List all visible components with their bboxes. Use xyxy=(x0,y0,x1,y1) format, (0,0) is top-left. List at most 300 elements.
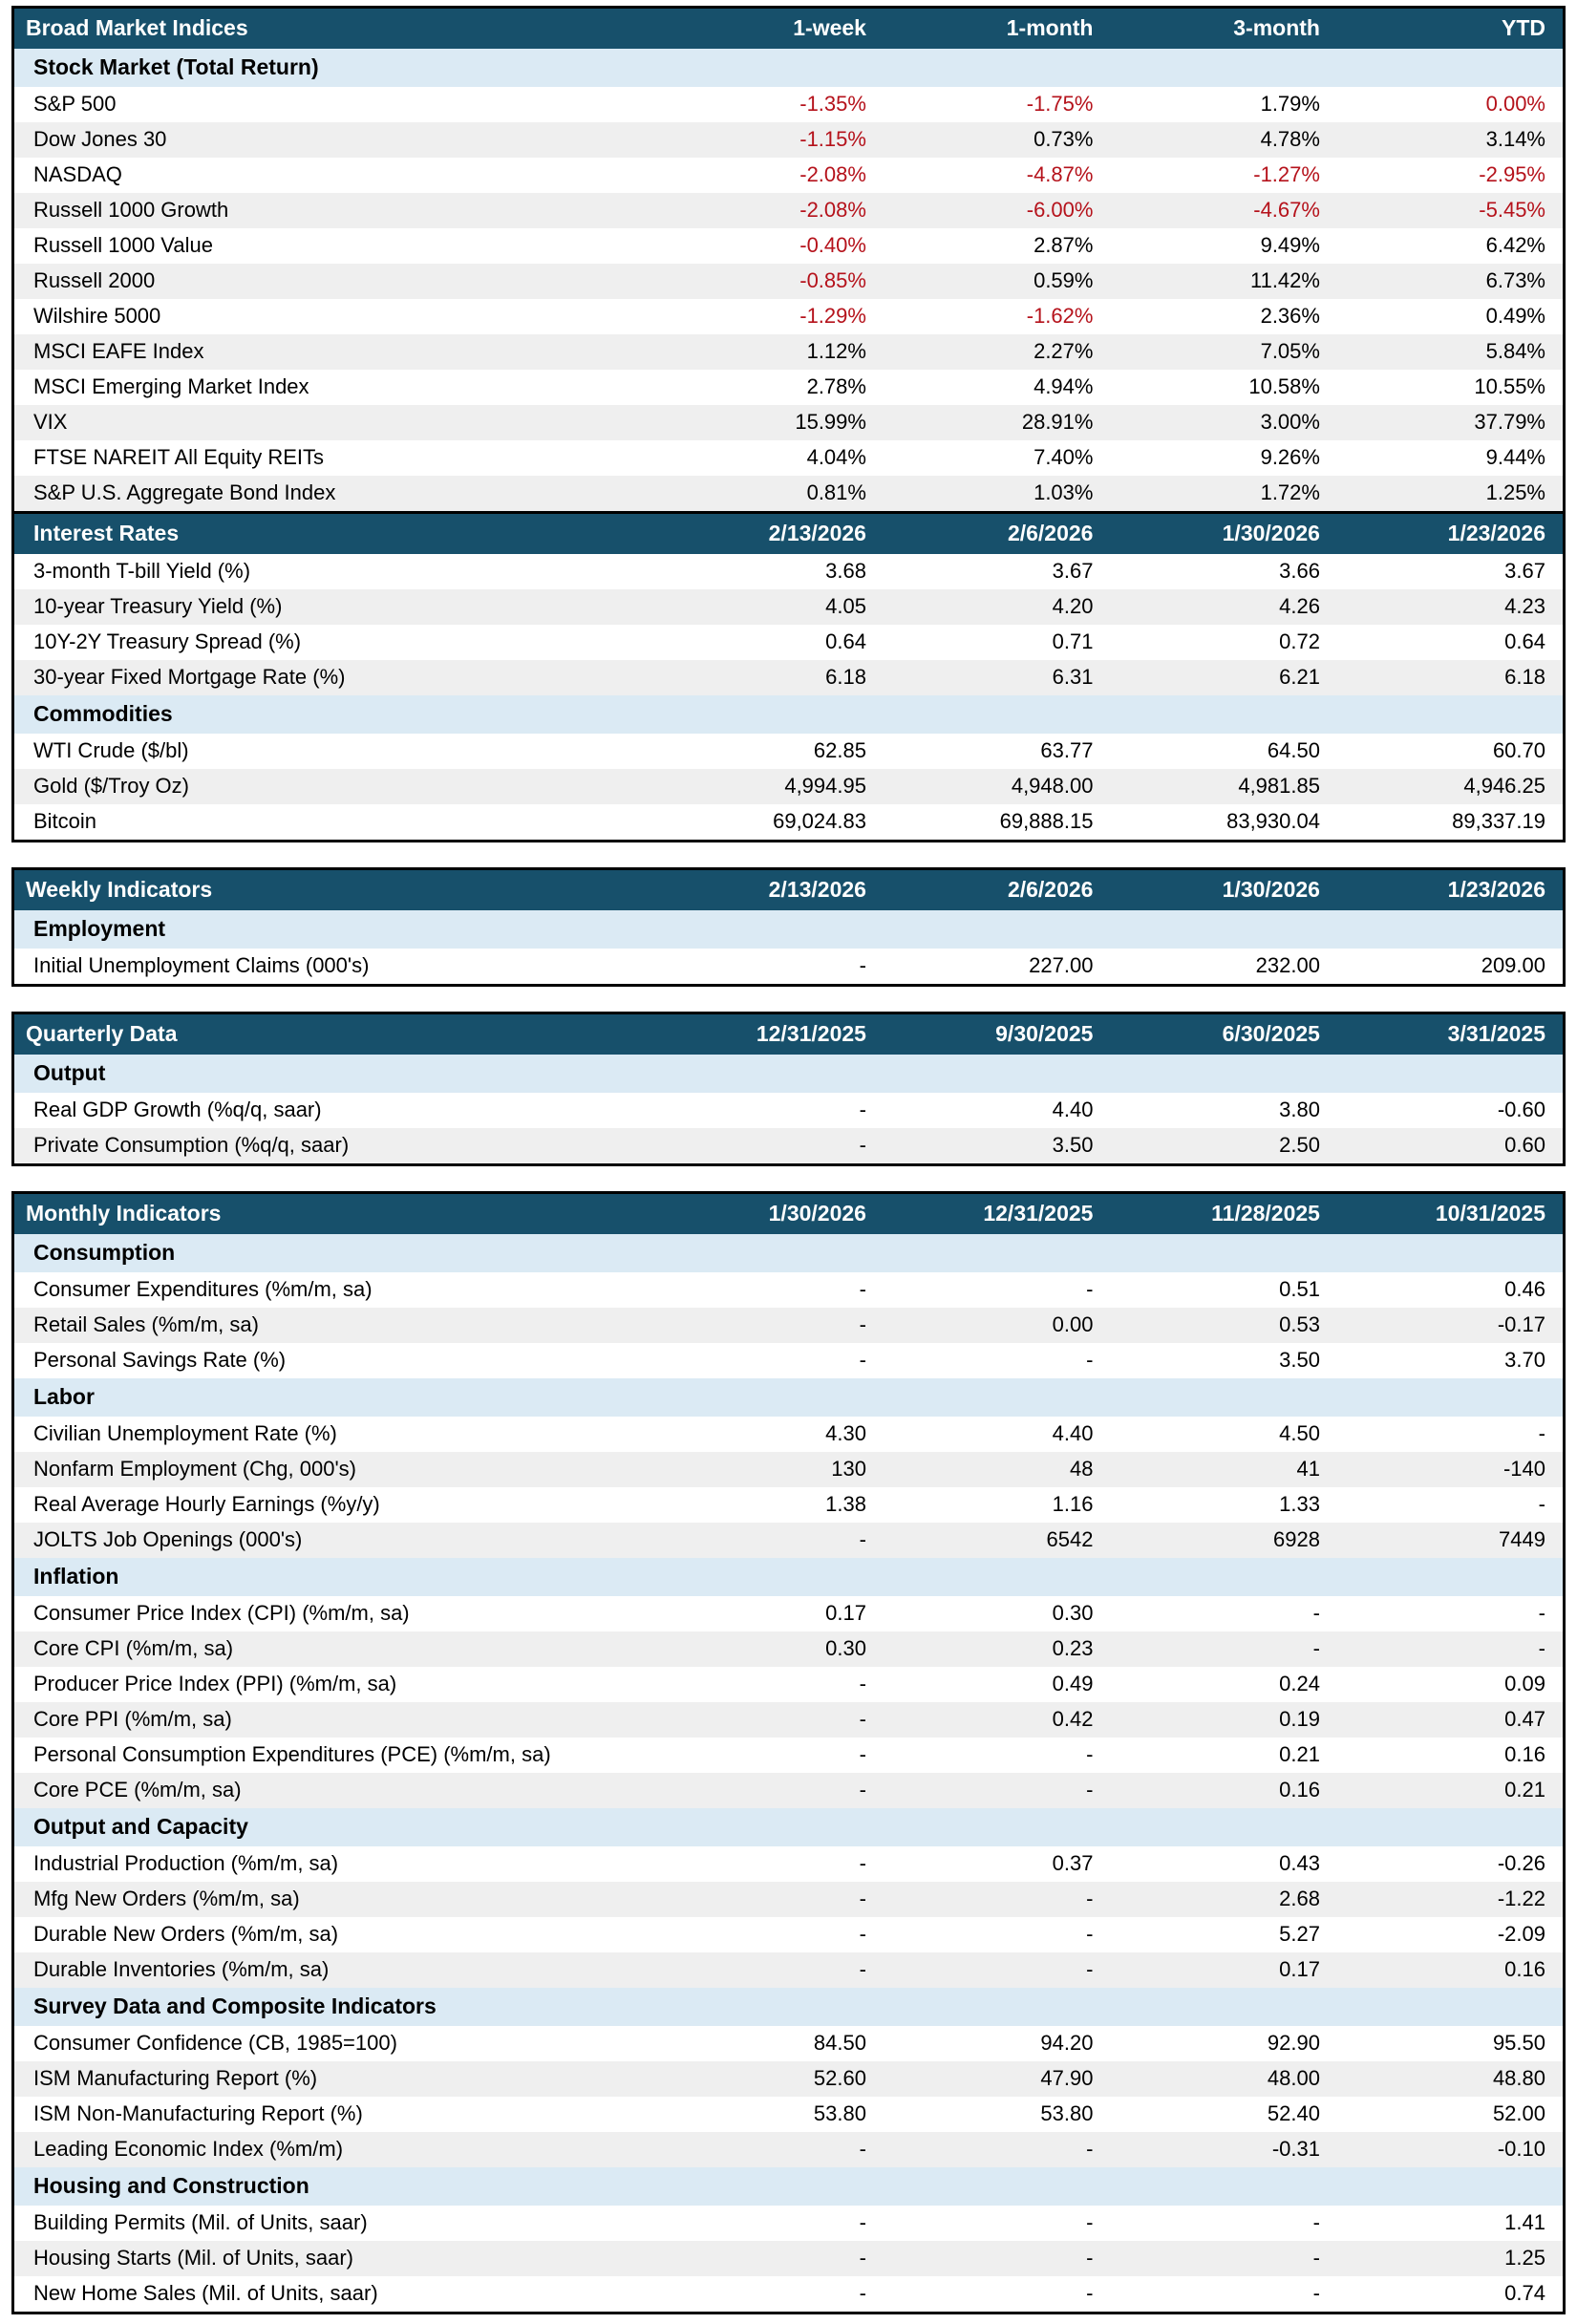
row-value-2: 28.91% xyxy=(884,405,1111,440)
row-value-3: 3.66 xyxy=(1110,554,1337,589)
row-value-3: 2.50 xyxy=(1110,1128,1337,1165)
column-header-1: 12/31/2025 xyxy=(656,1013,884,1055)
row-value-3: -4.67% xyxy=(1110,193,1337,228)
row-value-3: 6928 xyxy=(1110,1523,1337,1558)
row-value-3: 0.17 xyxy=(1110,1952,1337,1988)
row-value-3: 1.79% xyxy=(1110,87,1337,122)
row-value-4: 0.47 xyxy=(1337,1702,1565,1738)
row-label: JOLTS Job Openings (000's) xyxy=(13,1523,657,1558)
section-label: Inflation xyxy=(13,1558,657,1596)
row-value-3: 83,930.04 xyxy=(1110,804,1337,842)
table-row xyxy=(13,589,1565,625)
row-value-1: 6.18 xyxy=(656,660,884,695)
row-value-3: 0.21 xyxy=(1110,1738,1337,1773)
row-label: VIX xyxy=(13,405,657,440)
row-value-2: 0.59% xyxy=(884,264,1111,299)
section-spacer xyxy=(884,695,1111,734)
row-value-1: 4.05 xyxy=(656,589,884,625)
row-value-3: 3.50 xyxy=(1110,1343,1337,1378)
row-value-4: - xyxy=(1337,1417,1565,1452)
row-value-1: - xyxy=(656,1773,884,1808)
row-label: ISM Non-Manufacturing Report (%) xyxy=(13,2097,657,2132)
row-label: Core CPI (%m/m, sa) xyxy=(13,1631,657,1667)
row-label: Russell 1000 Value xyxy=(13,228,657,264)
row-value-3: 64.50 xyxy=(1110,734,1337,769)
row-value-1: 15.99% xyxy=(656,405,884,440)
row-value-1: 0.17 xyxy=(656,1596,884,1631)
column-header-2: 12/31/2025 xyxy=(884,1193,1111,1235)
subsection-column-header-2: 2/6/2026 xyxy=(884,514,1111,554)
row-value-3: 10.58% xyxy=(1110,370,1337,405)
row-value-4: 6.42% xyxy=(1337,228,1565,264)
table-row xyxy=(13,1272,1565,1308)
row-value-3: 0.19 xyxy=(1110,1702,1337,1738)
row-value-3: 52.40 xyxy=(1110,2097,1337,2132)
row-label: Consumer Confidence (CB, 1985=100) xyxy=(13,2026,657,2061)
section-spacer xyxy=(1337,1808,1565,1846)
row-label: Industrial Production (%m/m, sa) xyxy=(13,1846,657,1882)
table-row xyxy=(13,2132,1565,2167)
row-value-4: 0.16 xyxy=(1337,1952,1565,1988)
row-value-4: -0.26 xyxy=(1337,1846,1565,1882)
row-value-2: - xyxy=(884,1343,1111,1378)
row-value-1: -2.08% xyxy=(656,158,884,193)
row-label: 10Y-2Y Treasury Spread (%) xyxy=(13,625,657,660)
table-row xyxy=(13,1882,1565,1917)
column-header-2: 2/6/2026 xyxy=(884,869,1111,911)
section-row xyxy=(13,1988,1565,2026)
table-row xyxy=(13,1596,1565,1631)
row-value-1: - xyxy=(656,2132,884,2167)
table-row xyxy=(13,1846,1565,1882)
table-row xyxy=(13,1738,1565,1773)
column-header-1: 1/30/2026 xyxy=(656,1193,884,1235)
row-value-2: 0.37 xyxy=(884,1846,1111,1882)
section-row xyxy=(13,910,1565,949)
table-row xyxy=(13,2061,1565,2097)
row-value-2: 0.71 xyxy=(884,625,1111,660)
row-value-3: 232.00 xyxy=(1110,949,1337,986)
row-value-1: 1.38 xyxy=(656,1487,884,1523)
section-spacer xyxy=(1337,1055,1565,1093)
row-value-3: 4.78% xyxy=(1110,122,1337,158)
table-title: Monthly Indicators xyxy=(13,1193,657,1235)
row-label: Wilshire 5000 xyxy=(13,299,657,334)
row-value-3: 3.00% xyxy=(1110,405,1337,440)
row-value-2: -4.87% xyxy=(884,158,1111,193)
section-spacer xyxy=(884,1055,1111,1093)
row-value-4: 37.79% xyxy=(1337,405,1565,440)
row-value-2: 69,888.15 xyxy=(884,804,1111,842)
row-value-3: 4.26 xyxy=(1110,589,1337,625)
section-spacer xyxy=(1337,2167,1565,2206)
row-value-1: - xyxy=(656,2206,884,2241)
section-label: Output and Capacity xyxy=(13,1808,657,1846)
row-value-3: 5.27 xyxy=(1110,1917,1337,1952)
row-value-2: - xyxy=(884,1272,1111,1308)
row-value-1: - xyxy=(656,1128,884,1165)
row-value-2: 6.31 xyxy=(884,660,1111,695)
row-value-1: - xyxy=(656,1667,884,1702)
row-label: Gold ($/Troy Oz) xyxy=(13,769,657,804)
row-value-1: 0.64 xyxy=(656,625,884,660)
section-spacer xyxy=(656,2167,884,2206)
row-value-4: 60.70 xyxy=(1337,734,1565,769)
section-row xyxy=(13,1234,1565,1272)
section-spacer xyxy=(656,1558,884,1596)
section-row xyxy=(13,1808,1565,1846)
section-spacer xyxy=(884,1558,1111,1596)
row-label: Consumer Expenditures (%m/m, sa) xyxy=(13,1272,657,1308)
subsection-header-row xyxy=(13,514,1565,554)
table-row xyxy=(13,660,1565,695)
row-value-4: 5.84% xyxy=(1337,334,1565,370)
row-value-2: 63.77 xyxy=(884,734,1111,769)
row-label: 10-year Treasury Yield (%) xyxy=(13,589,657,625)
row-label: 3-month T-bill Yield (%) xyxy=(13,554,657,589)
section-spacer xyxy=(1110,49,1337,87)
section-spacer xyxy=(1337,1988,1565,2026)
row-value-4: 89,337.19 xyxy=(1337,804,1565,842)
row-label: Dow Jones 30 xyxy=(13,122,657,158)
row-value-3: 4,981.85 xyxy=(1110,769,1337,804)
table-header-row xyxy=(13,1193,1565,1235)
subsection-column-header-4: 1/23/2026 xyxy=(1337,514,1565,554)
row-value-4: 95.50 xyxy=(1337,2026,1565,2061)
section-spacer xyxy=(1337,910,1565,949)
row-value-4: 10.55% xyxy=(1337,370,1565,405)
table-row xyxy=(13,1343,1565,1378)
row-label: Nonfarm Employment (Chg, 000's) xyxy=(13,1452,657,1487)
row-value-1: -1.35% xyxy=(656,87,884,122)
table-row xyxy=(13,476,1565,513)
row-value-3: -1.27% xyxy=(1110,158,1337,193)
table-header-row xyxy=(13,8,1565,50)
row-value-4: 4.23 xyxy=(1337,589,1565,625)
row-label: Housing Starts (Mil. of Units, saar) xyxy=(13,2241,657,2276)
table-row xyxy=(13,1093,1565,1128)
section-spacer xyxy=(656,1808,884,1846)
row-value-3: 1.33 xyxy=(1110,1487,1337,1523)
row-value-4: 3.14% xyxy=(1337,122,1565,158)
row-value-2: 3.50 xyxy=(884,1128,1111,1165)
section-spacer xyxy=(656,1055,884,1093)
row-value-3: 9.49% xyxy=(1110,228,1337,264)
row-value-1: 2.78% xyxy=(656,370,884,405)
row-value-4: 1.25 xyxy=(1337,2241,1565,2276)
row-value-1: - xyxy=(656,2241,884,2276)
table-title: Weekly Indicators xyxy=(13,869,657,911)
column-header-3: 6/30/2025 xyxy=(1110,1013,1337,1055)
row-value-3: 48.00 xyxy=(1110,2061,1337,2097)
section-spacer xyxy=(1110,1378,1337,1417)
row-value-2: - xyxy=(884,2132,1111,2167)
row-label: Core PPI (%m/m, sa) xyxy=(13,1702,657,1738)
column-header-4: 3/31/2025 xyxy=(1337,1013,1565,1055)
section-label: Housing and Construction xyxy=(13,2167,657,2206)
subsection-column-header-3: 1/30/2026 xyxy=(1110,514,1337,554)
column-header-3: 11/28/2025 xyxy=(1110,1193,1337,1235)
row-value-3: 1.72% xyxy=(1110,476,1337,513)
row-value-3: 2.68 xyxy=(1110,1882,1337,1917)
row-label: S&P 500 xyxy=(13,87,657,122)
row-value-1: - xyxy=(656,1523,884,1558)
section-spacer xyxy=(884,49,1111,87)
table-row xyxy=(13,1667,1565,1702)
row-label: 30-year Fixed Mortgage Rate (%) xyxy=(13,660,657,695)
row-value-3: 92.90 xyxy=(1110,2026,1337,2061)
row-value-2: 47.90 xyxy=(884,2061,1111,2097)
row-value-4: 4,946.25 xyxy=(1337,769,1565,804)
row-value-2: 0.49 xyxy=(884,1667,1111,1702)
table-header-row xyxy=(13,869,1565,911)
section-spacer xyxy=(1337,49,1565,87)
row-value-3: -0.31 xyxy=(1110,2132,1337,2167)
row-label: Durable Inventories (%m/m, sa) xyxy=(13,1952,657,1988)
row-value-1: - xyxy=(656,1917,884,1952)
row-value-2: 2.87% xyxy=(884,228,1111,264)
table-quarterly-data xyxy=(11,1012,1566,1166)
row-value-1: -2.08% xyxy=(656,193,884,228)
row-value-2: -1.62% xyxy=(884,299,1111,334)
row-value-2: - xyxy=(884,2241,1111,2276)
row-label: Private Consumption (%q/q, saar) xyxy=(13,1128,657,1165)
row-value-2: 0.73% xyxy=(884,122,1111,158)
table-broad-market-indices xyxy=(11,6,1566,842)
row-value-4: 48.80 xyxy=(1337,2061,1565,2097)
row-label: Russell 2000 xyxy=(13,264,657,299)
row-value-4: -140 xyxy=(1337,1452,1565,1487)
row-value-4: 0.00% xyxy=(1337,87,1565,122)
section-spacer xyxy=(656,49,884,87)
row-label: Bitcoin xyxy=(13,804,657,842)
table-weekly-indicators xyxy=(11,867,1566,987)
table-row xyxy=(13,1487,1565,1523)
row-value-2: 3.67 xyxy=(884,554,1111,589)
row-value-4: -0.17 xyxy=(1337,1308,1565,1343)
row-value-1: - xyxy=(656,1882,884,1917)
row-value-2: - xyxy=(884,1917,1111,1952)
section-label: Survey Data and Composite Indicators xyxy=(13,1988,657,2026)
column-header-2: 1-month xyxy=(884,8,1111,50)
row-value-2: - xyxy=(884,1882,1111,1917)
row-value-3: 0.72 xyxy=(1110,625,1337,660)
section-label: Output xyxy=(13,1055,657,1093)
table-row xyxy=(13,1128,1565,1165)
row-value-2: 48 xyxy=(884,1452,1111,1487)
section-row xyxy=(13,1055,1565,1093)
section-spacer xyxy=(884,1234,1111,1272)
row-value-4: - xyxy=(1337,1596,1565,1631)
row-value-2: 2.27% xyxy=(884,334,1111,370)
row-value-3: 41 xyxy=(1110,1452,1337,1487)
row-label: New Home Sales (Mil. of Units, saar) xyxy=(13,2276,657,2313)
table-row xyxy=(13,405,1565,440)
row-value-1: -0.40% xyxy=(656,228,884,264)
row-label: Real Average Hourly Earnings (%y/y) xyxy=(13,1487,657,1523)
table-monthly-indicators xyxy=(11,1191,1566,2314)
row-value-3: 0.24 xyxy=(1110,1667,1337,1702)
row-value-3: - xyxy=(1110,2206,1337,2241)
row-value-1: - xyxy=(656,1093,884,1128)
row-value-1: - xyxy=(656,1272,884,1308)
table-row xyxy=(13,1308,1565,1343)
row-label: S&P U.S. Aggregate Bond Index xyxy=(13,476,657,513)
row-value-2: 0.00 xyxy=(884,1308,1111,1343)
section-spacer xyxy=(884,1988,1111,2026)
section-row xyxy=(13,1558,1565,1596)
row-label: MSCI Emerging Market Index xyxy=(13,370,657,405)
row-value-1: 4.30 xyxy=(656,1417,884,1452)
row-value-1: 4,994.95 xyxy=(656,769,884,804)
row-value-3: 0.43 xyxy=(1110,1846,1337,1882)
column-header-4: 1/23/2026 xyxy=(1337,869,1565,911)
row-value-1: -1.29% xyxy=(656,299,884,334)
row-value-1: - xyxy=(656,1343,884,1378)
section-spacer xyxy=(1337,695,1565,734)
row-value-4: 6.18 xyxy=(1337,660,1565,695)
table-title: Broad Market Indices xyxy=(13,8,657,50)
row-value-2: - xyxy=(884,2206,1111,2241)
section-spacer xyxy=(884,2167,1111,2206)
column-header-2: 9/30/2025 xyxy=(884,1013,1111,1055)
row-label: Personal Savings Rate (%) xyxy=(13,1343,657,1378)
row-value-4: -0.60 xyxy=(1337,1093,1565,1128)
section-spacer xyxy=(1110,1055,1337,1093)
table-row xyxy=(13,2097,1565,2132)
table-row xyxy=(13,228,1565,264)
row-label: Core PCE (%m/m, sa) xyxy=(13,1773,657,1808)
row-value-2: 53.80 xyxy=(884,2097,1111,2132)
section-spacer xyxy=(1110,695,1337,734)
table-row xyxy=(13,440,1565,476)
row-value-3: 7.05% xyxy=(1110,334,1337,370)
row-value-1: - xyxy=(656,1846,884,1882)
row-value-1: - xyxy=(656,2276,884,2313)
table-row xyxy=(13,804,1565,842)
row-value-4: 0.09 xyxy=(1337,1667,1565,1702)
table-row xyxy=(13,1952,1565,1988)
row-value-1: 0.81% xyxy=(656,476,884,513)
row-value-4: 0.60 xyxy=(1337,1128,1565,1165)
row-value-4: 1.41 xyxy=(1337,2206,1565,2241)
row-value-2: 4.94% xyxy=(884,370,1111,405)
row-value-1: - xyxy=(656,1702,884,1738)
row-value-3: 0.51 xyxy=(1110,1272,1337,1308)
table-row xyxy=(13,334,1565,370)
row-value-1: 62.85 xyxy=(656,734,884,769)
row-value-4: -0.10 xyxy=(1337,2132,1565,2167)
row-value-1: - xyxy=(656,949,884,986)
row-value-2: 4.20 xyxy=(884,589,1111,625)
row-value-1: 52.60 xyxy=(656,2061,884,2097)
row-label: Mfg New Orders (%m/m, sa) xyxy=(13,1882,657,1917)
section-spacer xyxy=(1110,1558,1337,1596)
row-label: Durable New Orders (%m/m, sa) xyxy=(13,1917,657,1952)
row-value-1: - xyxy=(656,1308,884,1343)
row-value-4: -2.09 xyxy=(1337,1917,1565,1952)
row-value-2: 4.40 xyxy=(884,1093,1111,1128)
subsection-column-header-1: 2/13/2026 xyxy=(656,514,884,554)
row-value-1: 0.30 xyxy=(656,1631,884,1667)
table-row xyxy=(13,299,1565,334)
section-spacer xyxy=(656,1378,884,1417)
column-header-3: 3-month xyxy=(1110,8,1337,50)
section-spacer xyxy=(1337,1378,1565,1417)
table-row xyxy=(13,264,1565,299)
row-value-2: - xyxy=(884,1773,1111,1808)
table-row xyxy=(13,625,1565,660)
section-spacer xyxy=(656,1988,884,2026)
table-row xyxy=(13,1523,1565,1558)
column-header-3: 1/30/2026 xyxy=(1110,869,1337,911)
row-label: Leading Economic Index (%m/m) xyxy=(13,2132,657,2167)
row-label: FTSE NAREIT All Equity REITs xyxy=(13,440,657,476)
section-label: Consumption xyxy=(13,1234,657,1272)
row-label: ISM Manufacturing Report (%) xyxy=(13,2061,657,2097)
row-value-1: - xyxy=(656,1738,884,1773)
table-row xyxy=(13,87,1565,122)
section-spacer xyxy=(1110,910,1337,949)
section-row xyxy=(13,49,1565,87)
row-value-4: 0.74 xyxy=(1337,2276,1565,2313)
row-value-2: 227.00 xyxy=(884,949,1111,986)
row-value-1: 69,024.83 xyxy=(656,804,884,842)
row-value-2: 1.03% xyxy=(884,476,1111,513)
row-value-4: 209.00 xyxy=(1337,949,1565,986)
table-row xyxy=(13,1702,1565,1738)
row-value-3: 11.42% xyxy=(1110,264,1337,299)
row-value-3: - xyxy=(1110,2241,1337,2276)
row-value-4: -5.45% xyxy=(1337,193,1565,228)
section-spacer xyxy=(1110,1808,1337,1846)
row-value-2: 0.30 xyxy=(884,1596,1111,1631)
table-row xyxy=(13,554,1565,589)
table-row xyxy=(13,158,1565,193)
section-label: Commodities xyxy=(13,695,657,734)
table-row xyxy=(13,769,1565,804)
table-row xyxy=(13,1631,1565,1667)
table-row xyxy=(13,193,1565,228)
column-header-4: YTD xyxy=(1337,8,1565,50)
row-value-1: 84.50 xyxy=(656,2026,884,2061)
row-value-1: -1.15% xyxy=(656,122,884,158)
row-value-3: 0.16 xyxy=(1110,1773,1337,1808)
section-label: Stock Market (Total Return) xyxy=(13,49,657,87)
row-label: NASDAQ xyxy=(13,158,657,193)
section-label: Employment xyxy=(13,910,657,949)
section-spacer xyxy=(1337,1234,1565,1272)
row-value-2: - xyxy=(884,2276,1111,2313)
section-spacer xyxy=(1110,1988,1337,2026)
row-value-2: 6542 xyxy=(884,1523,1111,1558)
column-header-1: 1-week xyxy=(656,8,884,50)
table-row xyxy=(13,949,1565,986)
row-value-4: 7449 xyxy=(1337,1523,1565,1558)
row-value-4: 9.44% xyxy=(1337,440,1565,476)
row-label: Initial Unemployment Claims (000's) xyxy=(13,949,657,986)
row-value-4: 0.46 xyxy=(1337,1272,1565,1308)
section-spacer xyxy=(884,1378,1111,1417)
section-spacer xyxy=(884,910,1111,949)
row-value-3: - xyxy=(1110,2276,1337,2313)
row-value-1: 3.68 xyxy=(656,554,884,589)
row-value-3: - xyxy=(1110,1631,1337,1667)
row-label: Producer Price Index (PPI) (%m/m, sa) xyxy=(13,1667,657,1702)
row-value-4: 0.49% xyxy=(1337,299,1565,334)
section-spacer xyxy=(656,1234,884,1272)
subsection-title: Interest Rates xyxy=(13,514,657,554)
